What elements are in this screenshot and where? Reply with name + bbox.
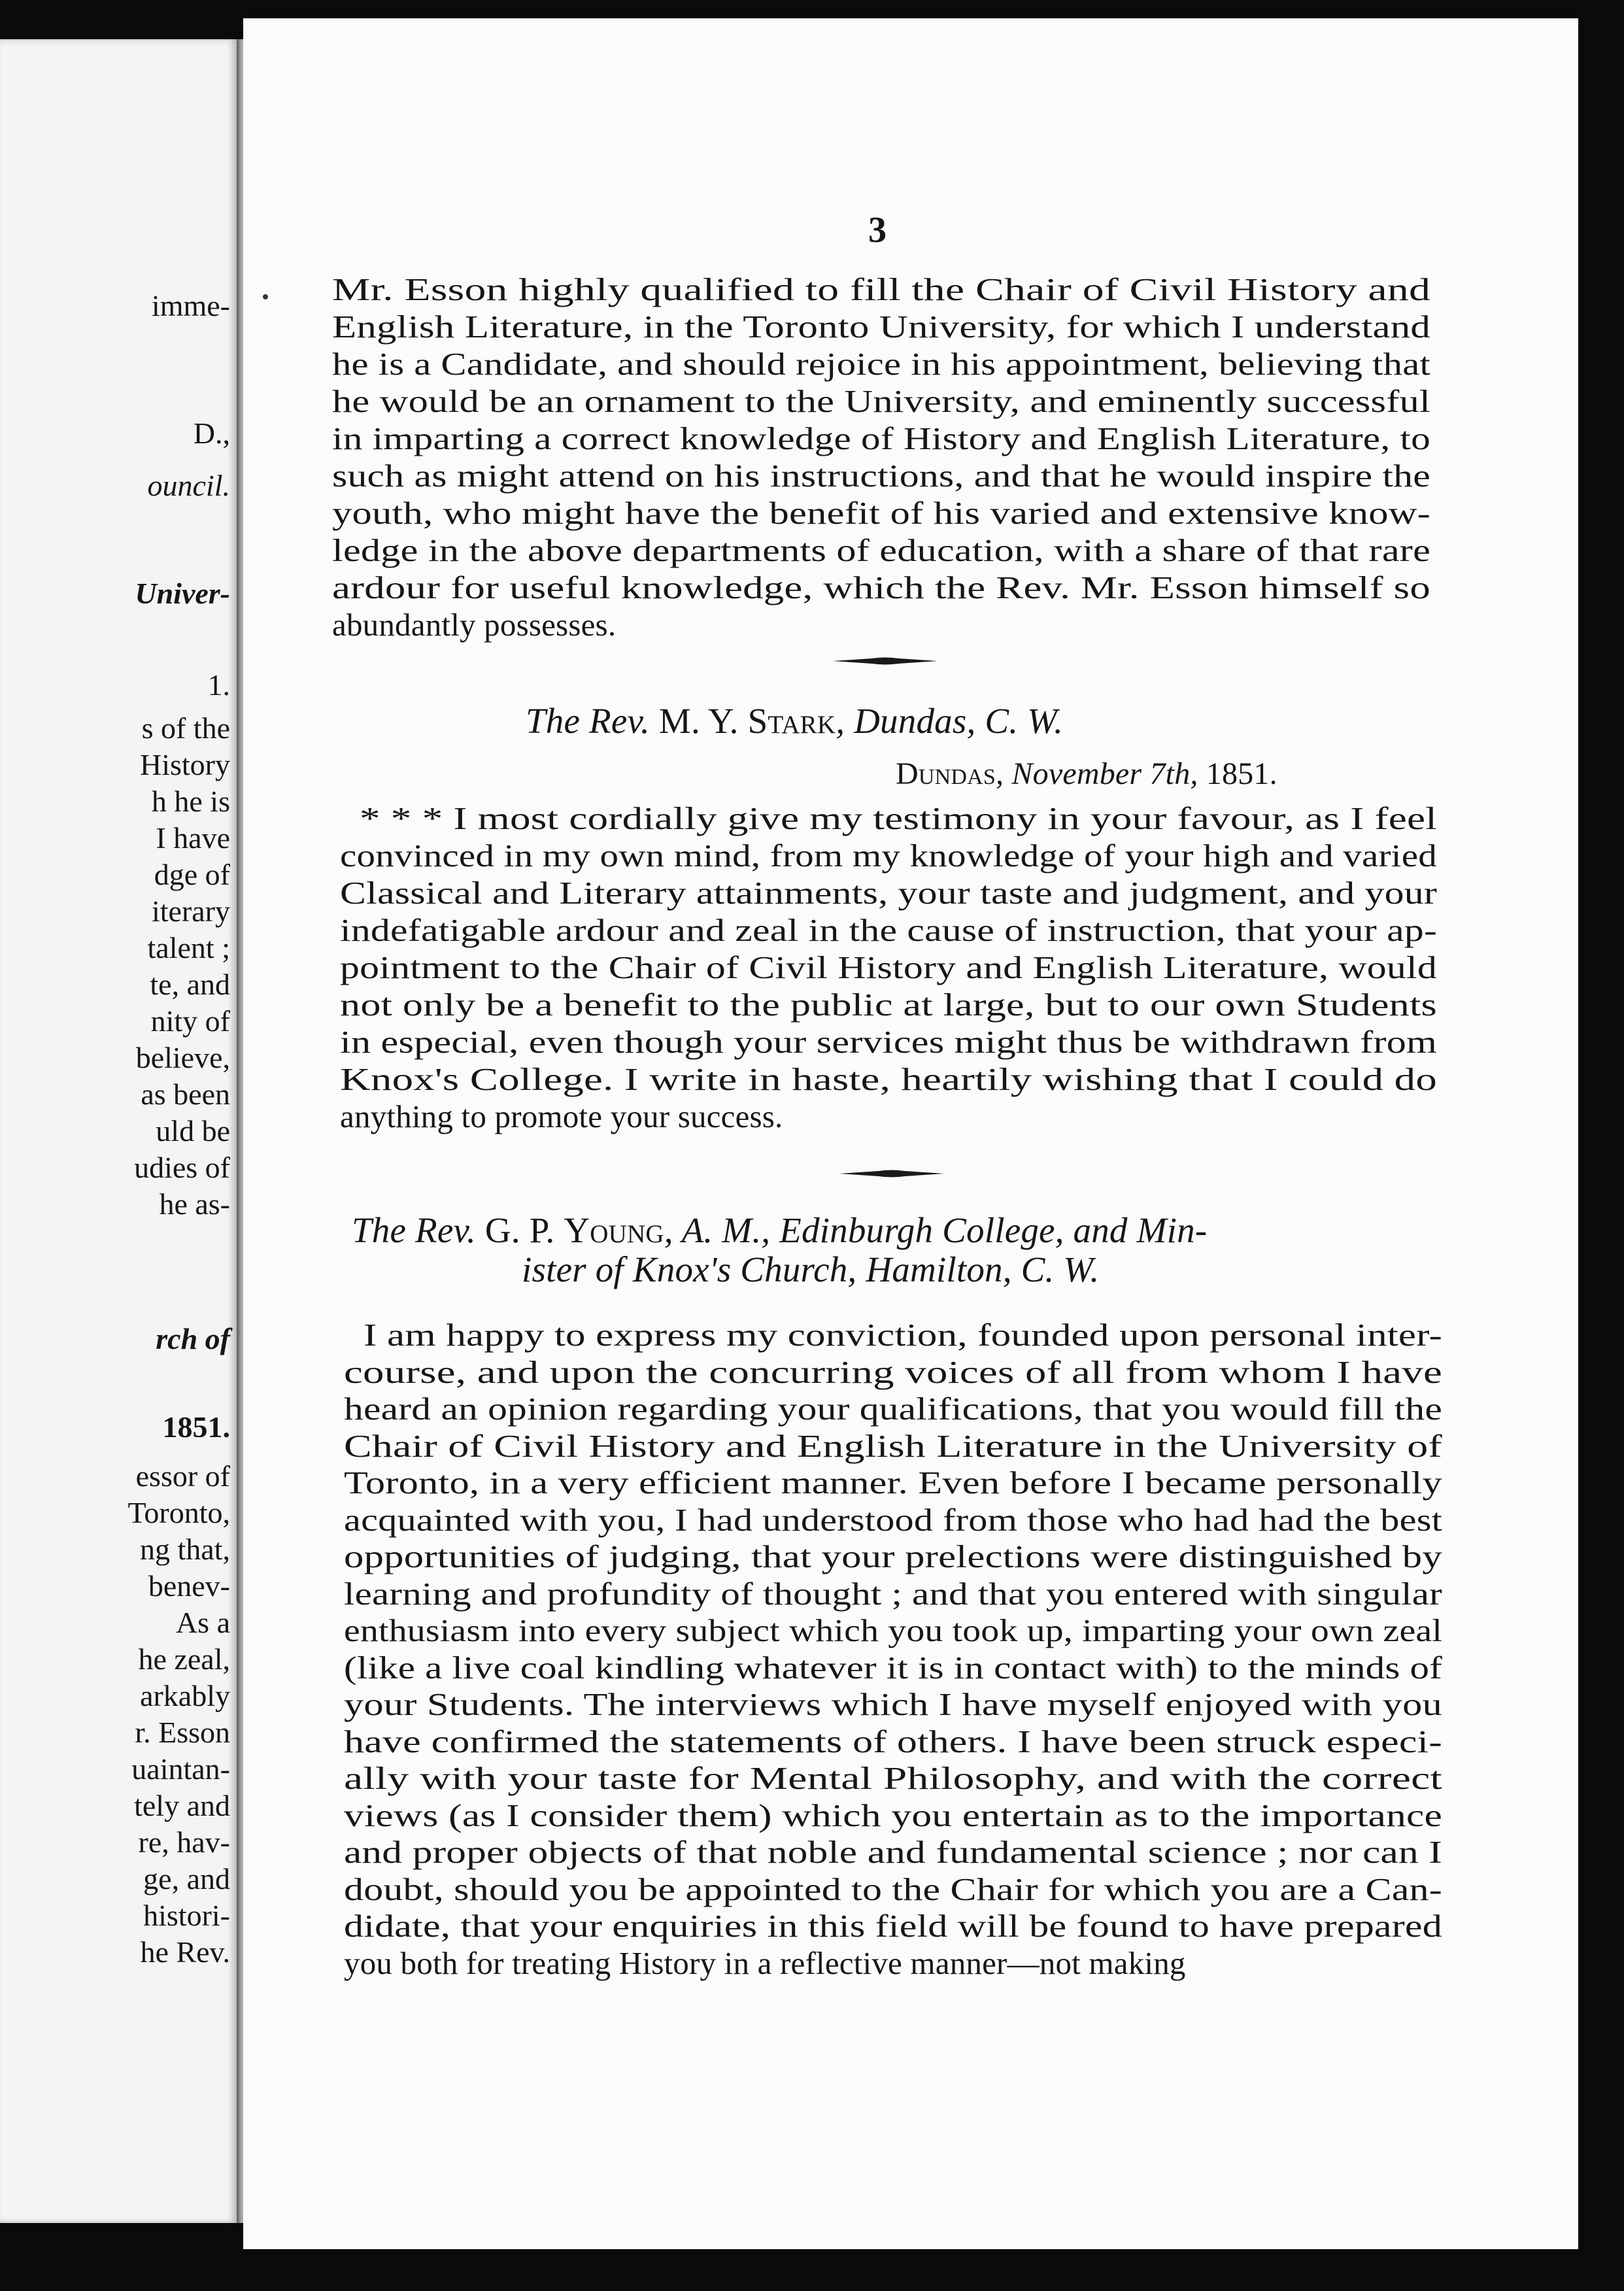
text-line: didate, that your enquiries in this field will be found to have prepared (344, 1908, 1442, 1944)
facing-page-line: h he is (151, 785, 230, 818)
text-line: he is a Candidate, and should rejoice in his appointment, believing that (332, 346, 1431, 382)
text-line: I am happy to express my conviction, founded upon personal inter- (364, 1317, 1443, 1353)
young-heading-line2: ister of Knox's Church, Hamilton, C. W. (522, 1249, 1100, 1289)
text-line: convinced in my own mind, from my knowledge of your high and varied (340, 838, 1437, 874)
text-line: ardour for useful knowledge, which the Rev. Mr. Esson himself so (332, 569, 1430, 605)
text-line: enthusiasm into every subject which you took up, imparting your own zeal (344, 1612, 1443, 1648)
stark-dateline-place: Dundas (896, 756, 996, 791)
text-line: abundantly possesses. (332, 607, 617, 643)
text-line: opportunities of judging, that your prelections were distinguished by (344, 1538, 1442, 1574)
facing-page-line: s of the (141, 711, 230, 745)
text-line: you both for treating History in a reflective manner—not making (344, 1944, 1186, 1981)
stark-dateline-date: , November 7th, (996, 756, 1198, 791)
text-line: Chair of Civil History and English Literature in the University of (344, 1427, 1442, 1464)
facing-page-line: imme- (151, 289, 230, 322)
text-line: in especial, even though your services might thus be withdrawn from (340, 1024, 1438, 1060)
text-line: have confirmed the statements of others. I have been struck especi- (344, 1723, 1442, 1759)
text-line: pointment to the Chair of Civil History and English Literature, would (340, 949, 1437, 985)
facing-page-line: Univer- (135, 577, 230, 610)
facing-page-line: nity of (150, 1004, 230, 1038)
page (243, 18, 1578, 2249)
facing-page-line: he as- (159, 1187, 230, 1221)
text-line: and proper objects of that noble and fundamental science ; nor can I (344, 1834, 1443, 1870)
text-line: youth, who might have the benefit of his varied and extensive know- (332, 495, 1431, 531)
text-line: (like a live coal kindling whatever it is in contact with) to the minds of (344, 1649, 1443, 1686)
text-line: Classical and Literary attainments, your taste and judgment, and your (340, 875, 1438, 911)
text-line: ally with your taste for Mental Philosophy, and with the correct (344, 1760, 1443, 1796)
facing-page-line: dge of (154, 858, 230, 891)
stark-heading (526, 703, 1063, 739)
facing-page-line: ouncil. (147, 469, 230, 502)
facing-page-line: as been (141, 1078, 230, 1111)
text-line: views (as I consider them) which you entertain as to the importance (344, 1797, 1443, 1833)
facing-page-line: histori- (143, 1899, 230, 1932)
text-line: * * * I most cordially give my testimony in your favour, as I feel (360, 800, 1437, 836)
facing-page-line: History (140, 748, 230, 781)
book-gutter (237, 39, 243, 2223)
text-line: Mr. Esson highly qualified to fill the Chair of Civil History and (332, 271, 1431, 307)
text-line: course, and upon the concurring voices of all from whom I have (344, 1353, 1443, 1390)
facing-page-line: ge, and (143, 1862, 230, 1895)
young-heading-initials: G. P. (484, 1210, 564, 1250)
text-line: acquainted with you, I had understood from those who had had the best (344, 1501, 1443, 1538)
text-line: learning and profundity of thought ; and that you entered with singular (344, 1575, 1443, 1612)
text-line: doubt, should you be appointed to the Chair for which you are a Can- (344, 1871, 1442, 1907)
stark-dateline-year: 1851. (1198, 756, 1277, 791)
facing-page-line: 1851. (162, 1410, 230, 1444)
facing-page-line: rch of (156, 1322, 230, 1355)
facing-page-line: ng that, (140, 1533, 230, 1566)
young-heading-line1 (352, 1212, 1207, 1249)
stark-heading-name: Stark (747, 701, 836, 741)
facing-page-line: iterary (151, 894, 230, 928)
facing-page-line: benev- (148, 1569, 230, 1603)
young-heading-prefix: The Rev. (352, 1210, 485, 1250)
facing-page-line: 1. (207, 668, 230, 702)
facing-page-line: uaintan- (131, 1752, 230, 1786)
text-line: anything to promote your success. (340, 1098, 783, 1134)
text-line: he would be an ornament to the University, and eminently successful (332, 383, 1430, 419)
facing-page-line: I have (156, 821, 230, 855)
text-line: in imparting a correct knowledge of History and English Literature, to (332, 420, 1430, 456)
facing-page-line: te, and (150, 968, 230, 1001)
section-separator-2 (839, 1169, 944, 1178)
facing-page-line: essor of (135, 1459, 230, 1493)
facing-page-line: re, hav- (138, 1825, 230, 1859)
facing-page-line: As a (175, 1606, 230, 1639)
text-line: not only be a benefit to the public at large, but to our own Students (340, 987, 1437, 1023)
stark-dateline (896, 756, 1277, 792)
text-line: Toronto, in a very efficient manner. Even before I became personally (344, 1465, 1442, 1501)
facing-page-line: arkably (140, 1679, 230, 1712)
facing-page-fragment (0, 39, 237, 2223)
text-line: English Literature, in the Toronto University, for which I understand (332, 309, 1431, 345)
facing-page-line: talent ; (147, 931, 230, 964)
text-line: heard an opinion regarding your qualifications, that you would fill the (344, 1391, 1442, 1427)
ink-speck (263, 294, 268, 299)
text-line: ledge in the above departments of education, with a share of that rare (332, 532, 1431, 568)
text-line: your Students. The interviews which I have myself enjoyed with you (344, 1686, 1442, 1722)
facing-page-line: believe, (135, 1041, 230, 1074)
young-heading-suffix: , A. M., Edinburgh College, and Min- (664, 1210, 1208, 1250)
facing-page-line: he zeal, (138, 1642, 230, 1676)
section-separator (833, 656, 938, 666)
facing-page-line: tely and (134, 1789, 230, 1822)
text-line: indefatigable ardour and zeal in the cause of instruction, that your ap- (340, 912, 1438, 948)
young-heading-name: Young (564, 1210, 664, 1250)
stark-heading-suffix: , Dundas, C. W. (836, 701, 1064, 741)
page-number: 3 (868, 210, 887, 250)
stark-heading-prefix: The Rev. (526, 701, 659, 741)
facing-page-line: he Rev. (140, 1935, 230, 1969)
text-line: such as might attend on his instructions, and that he would inspire the (332, 458, 1431, 494)
facing-page-line: udies of (134, 1151, 230, 1184)
stark-heading-initials: M. Y. (658, 701, 748, 741)
facing-page-line: Toronto, (127, 1496, 230, 1529)
facing-page-line: uld be (156, 1114, 230, 1147)
facing-page-line: D., (193, 416, 230, 450)
text-line: Knox's College. I write in haste, heartily wishing that I could do (340, 1061, 1437, 1097)
facing-page-line: r. Esson (135, 1716, 230, 1749)
